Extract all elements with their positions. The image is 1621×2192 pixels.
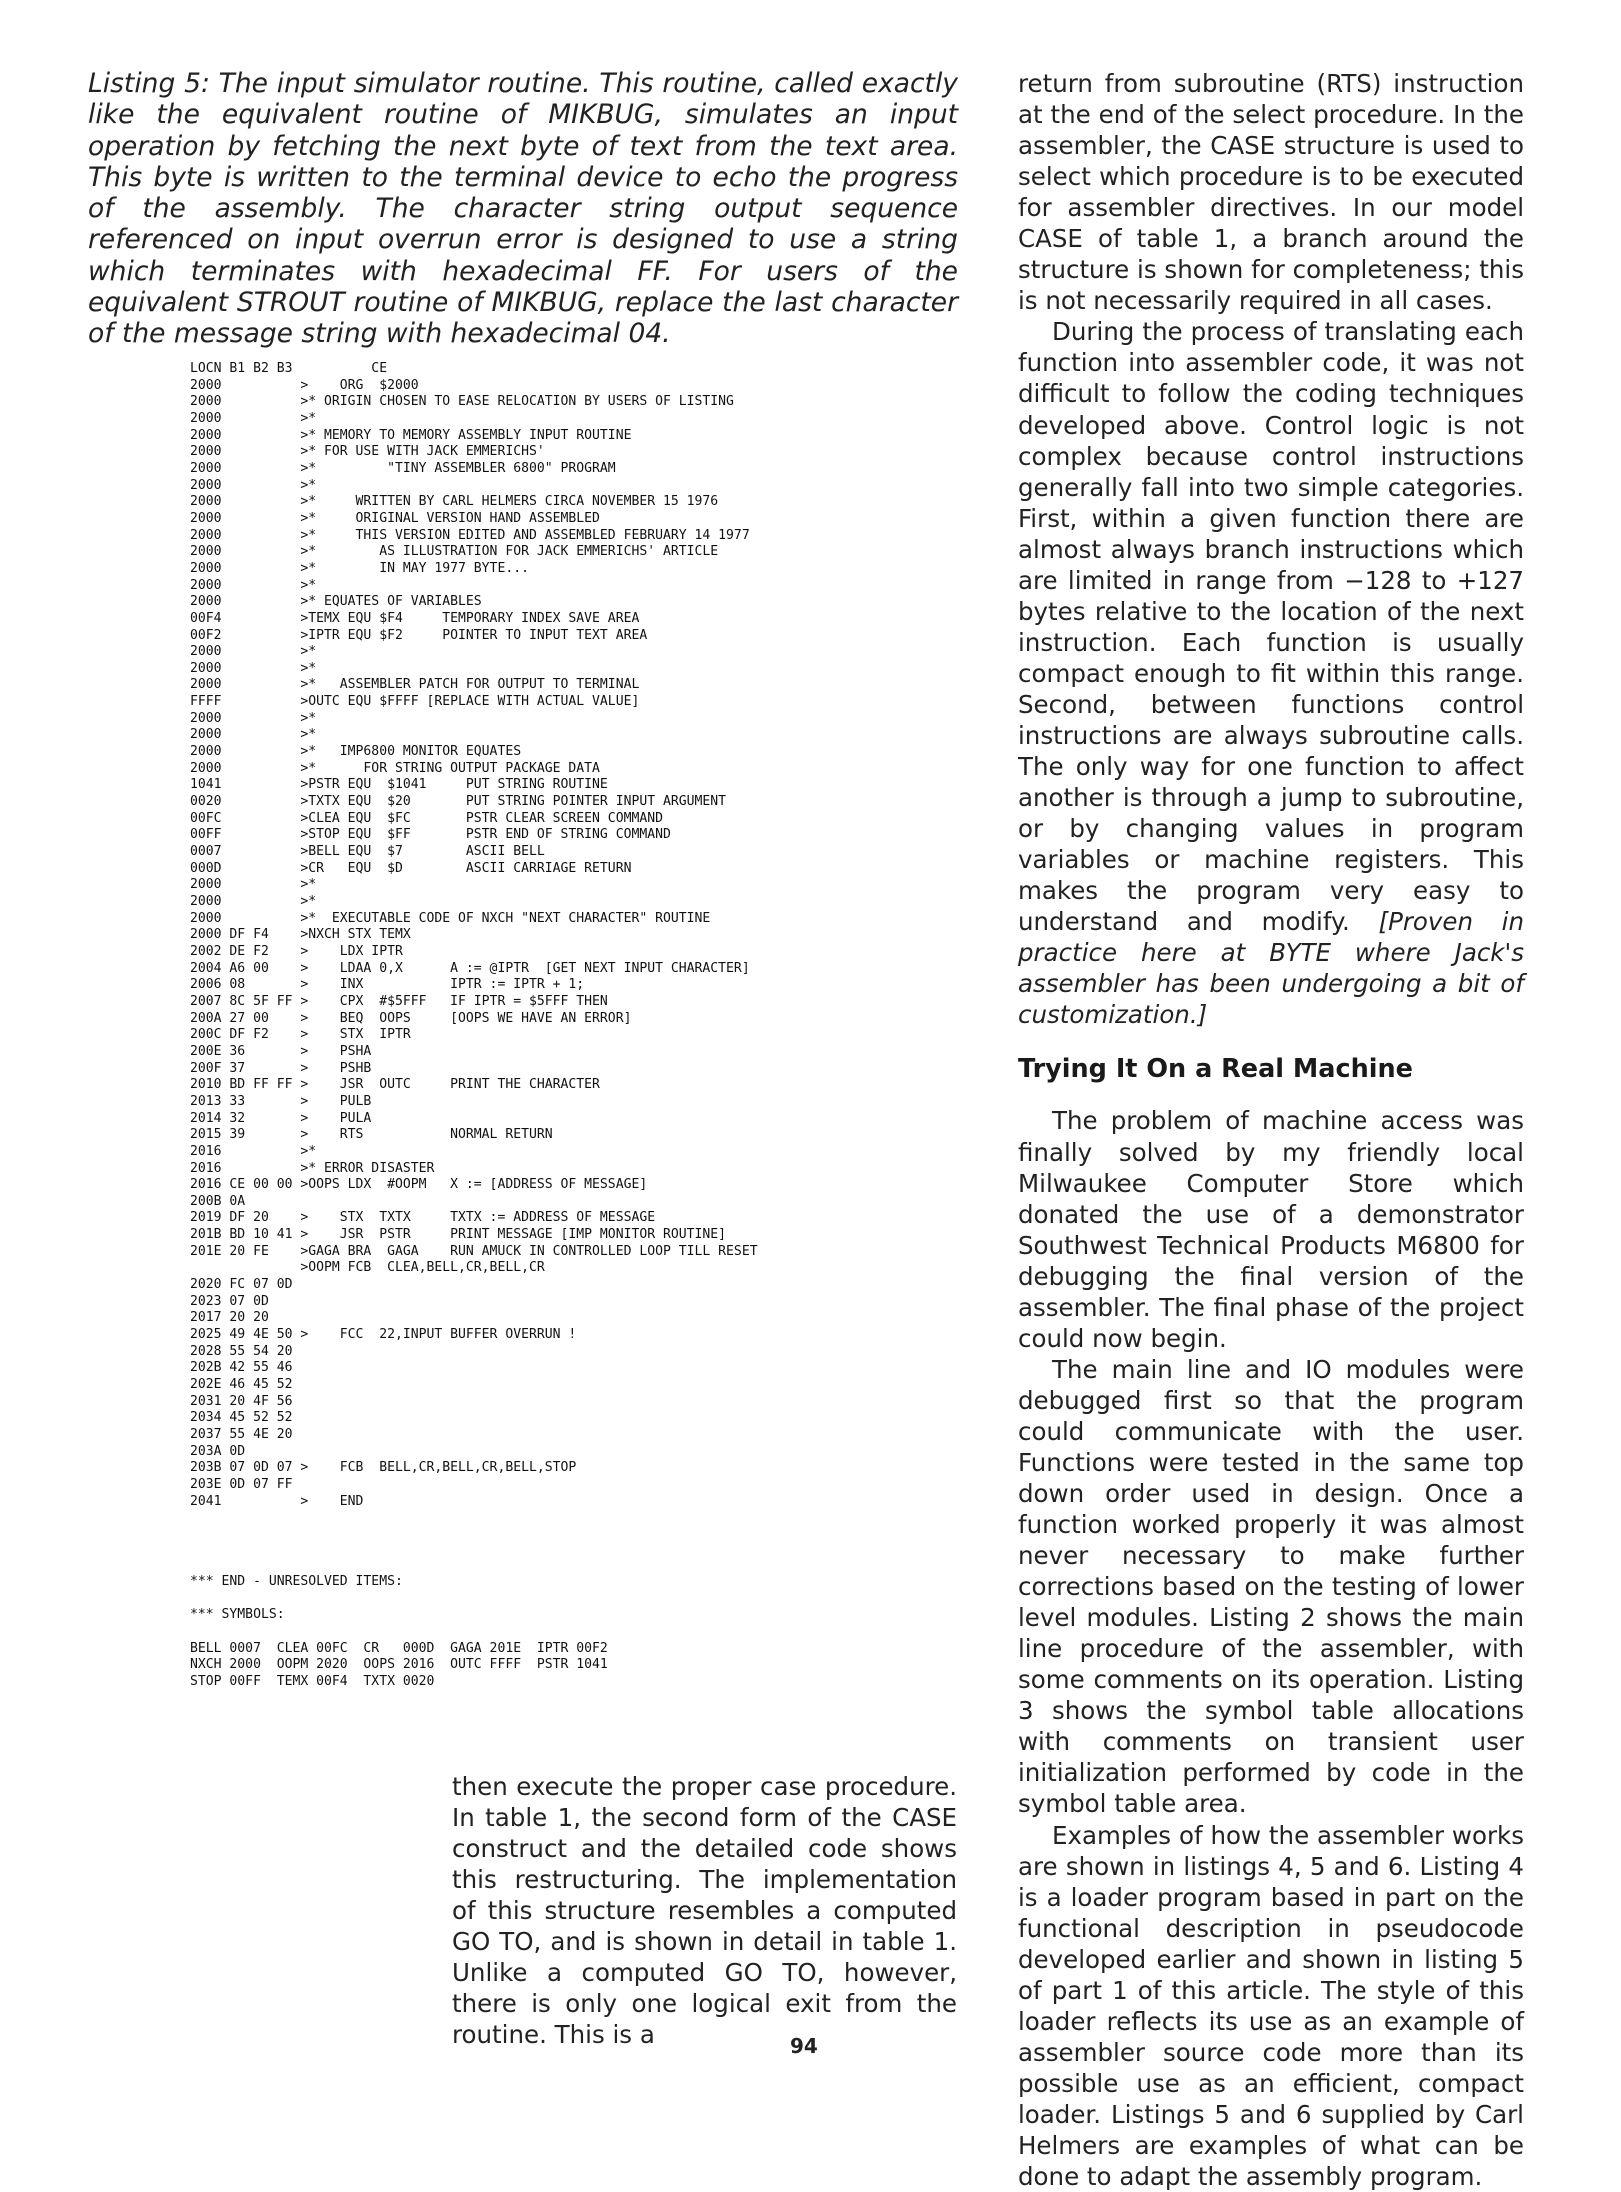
listing-line: 2000 >* FOR USE WITH JACK EMMERICHS': [190, 444, 545, 460]
listing-line: >OOPM FCB CLEA,BELL,CR,BELL,CR: [190, 1260, 545, 1276]
listing-caption: Listing 5: The input simulator routine. This routine, called exactly like the equivalent routine of MIKBUG, simulates an input operation by fetching the next byte of text from the text area. This byte is written to the terminal device to echo the progress of the assembly. The character string output sequence referenced on input overrun error is designed to use a string which terminates with hexadecimal FF. For users of the equivalent STROUT routine of MIKBUG, replace the last character of the message string with hexadecimal 04.: [88, 68, 958, 350]
listing-line: 2000 >* THIS VERSION EDITED AND ASSEMBLED FEBRUARY 14 1977: [190, 527, 750, 543]
listing-line: 2016 >* ERROR DISASTER: [190, 1160, 435, 1176]
page-number: 94: [790, 2034, 818, 2058]
listing-line: 200E 36 > PSHA: [190, 1043, 372, 1059]
listing-line: 2000 DF F4 >NXCH STX TEMX: [190, 927, 411, 943]
listing-line: 2000 >* ORIGIN CHOSEN TO EASE RELOCATION BY USERS OF LISTING: [190, 394, 734, 410]
listing-line: 2000 >* FOR STRING OUTPUT PACKAGE DATA: [190, 760, 600, 776]
listing-line: 000D >CR EQU $D ASCII CARRIAGE RETURN: [190, 860, 632, 876]
listing-line: 2000 > ORG $2000: [190, 377, 419, 393]
listing-line: 2000 >* EXECUTABLE CODE OF NXCH "NEXT CHARACTER" ROUTINE: [190, 910, 711, 926]
listing-line: 2000 >* ORIGINAL VERSION HAND ASSEMBLED: [190, 510, 600, 526]
listing-line: 202E 46 45 52: [190, 1377, 293, 1393]
listing-line: 2000 >*: [190, 410, 317, 426]
listing-line: 2000 >* MEMORY TO MEMORY ASSEMBLY INPUT ROUTINE: [190, 427, 632, 443]
body-paragraph: [1018, 316, 1524, 1030]
listing-line: 2025 49 4E 50 > FCC 22,INPUT BUFFER OVERRUN !: [190, 1327, 577, 1343]
editor-note: [Proven in practice here at BYTE where Jack's assembler has been undergoing a bit of customization.]: [1018, 907, 1525, 1030]
listing-line: 2023 07 0D: [190, 1293, 269, 1309]
listing-line: 2000 >*: [190, 877, 317, 893]
listing-line: 2017 20 20: [190, 1310, 269, 1326]
listing-line: FFFF >OUTC EQU $FFFF [REPLACE WITH ACTUAL VALUE]: [190, 694, 640, 710]
body-paragraph: return from subroutine (RTS) instruction at the end of the select procedure. In the assembler, the CASE structure is used to select which procedure is to be executed for assembler directives. In our model CASE of table 1, a branch around the structure is shown for completeness; this is not necessarily required in all cases.: [1018, 69, 1524, 316]
listing-line: 2006 08 > INX IPTR := IPTR + 1;: [190, 977, 585, 993]
left-column-continuation: [452, 1771, 957, 2050]
listing-line: 2000 >* WRITTEN BY CARL HELMERS CIRCA NOVEMBER 15 1976: [190, 494, 719, 510]
listing-line: 201E 20 FE >GAGA BRA GAGA RUN AMUCK IN CONTROLLED LOOP TILL RESET: [190, 1243, 758, 1259]
paragraph-text: During the process of translating each function into assembler code, it was not difficult to follow the coding techniques developed above. Control logic is not complex because control instructions generally fall into two simple categories. First, within a given function there are almost always branch instructions which are limited in range from −128 to +127 bytes relative to the location of the next instruction. Each function is usually compact enough to fit within this range. Second, between functions control instructions are always subroutine calls. The only way for one function to affect another is through a jump to subroutine, or by changing values in program variables or machine registers. This makes the program very easy to understand and modify.: [1018, 317, 1524, 937]
listing-line: 2016 >*: [190, 1143, 317, 1159]
body-paragraph: The main line and IO modules were debugged first so that the program could communicate with the user. Functions were tested in the same top down order used in design. Once a function worked properly it was almost never necessary to make further corrections based on the testing of lower level modules. Listing 2 shows the main line procedure of the assembler, with some comments on its operation. Listing 3 shows the symbol table allocations with comments on transient user initialization performed by code in the symbol table area.: [1018, 1354, 1524, 1819]
listing-line: 2000 >* IN MAY 1977 BYTE...: [190, 560, 529, 576]
body-paragraph: Examples of how the assembler works are shown in listings 4, 5 and 6. Listing 4 is a loader program based in part on the functional description in pseudocode developed earlier and shown in listing 5 of part 1 of this article. The style of this loader reflects its use as an example of assembler source code more than its possible use as an efficient, compact loader. Listings 5 and 6 supplied by Carl Helmers are examples of what can be done to adapt the assembly program.: [1018, 1820, 1524, 2192]
listing-line: LOCN B1 B2 B3 CE: [190, 361, 388, 376]
listing-line: 2007 8C 5F FF > CPX #$5FFF IF IPTR = $5FFF THEN: [190, 993, 608, 1009]
symbol-table: [190, 1574, 950, 1691]
body-paragraph: then execute the proper case procedure. In table 1, the second form of the CASE construct and the detailed code shows this restructuring. The implementation of this structure resembles a computed GO TO, and is shown in detail in table 1. Unlike a computed GO TO, however, there is only one logical exit from the routine. This is a: [452, 1772, 957, 2050]
listing-line: 2000 >*: [190, 577, 317, 593]
listing-line: 2019 DF 20 > STX TXTX TXTX := ADDRESS OF MESSAGE: [190, 1210, 656, 1226]
listing-line: 2000 >*: [190, 644, 317, 660]
listing-line: 2000 >* EQUATES OF VARIABLES: [190, 594, 482, 610]
listing-line: 200A 27 00 > BEQ OOPS [OOPS WE HAVE AN ERROR]: [190, 1010, 632, 1026]
listing-line: 2015 39 > RTS NORMAL RETURN: [190, 1127, 553, 1143]
listing-line: 2000 >*: [190, 710, 317, 726]
listing-line: 2041 > END: [190, 1493, 364, 1509]
listing-line: 2004 A6 00 > LDAA 0,X A := @IPTR [GET NEXT INPUT CHARACTER]: [190, 960, 750, 976]
symbol-line: STOP 00FF TEMX 00F4 TXTX 0020: [190, 1673, 435, 1689]
listing-line: 00FF >STOP EQU $FF PSTR END OF STRING COMMAND: [190, 827, 671, 843]
listing-line: 203B 07 0D 07 > FCB BELL,CR,BELL,CR,BELL,STOP: [190, 1460, 577, 1476]
listing-line: 200B 0A: [190, 1193, 246, 1209]
listing-line: 2013 33 > PULB: [190, 1093, 372, 1109]
listing-line: 2028 55 54 20: [190, 1343, 293, 1359]
listing-line: 00F4 >TEMX EQU $F4 TEMPORARY INDEX SAVE AREA: [190, 610, 640, 626]
listing-line: 2000 >* AS ILLUSTRATION FOR JACK EMMERICHS' ARTICLE: [190, 544, 719, 560]
listing-line: 201B BD 10 41 > JSR PSTR PRINT MESSAGE [IMP MONITOR ROUTINE]: [190, 1227, 727, 1243]
assembly-listing: [190, 361, 950, 1510]
listing-line: 0007 >BELL EQU $7 ASCII BELL: [190, 844, 545, 860]
symbol-line: *** SYMBOLS:: [190, 1607, 285, 1623]
listing-line: 200C DF F2 > STX IPTR: [190, 1027, 411, 1043]
listing-line: 2000 >*: [190, 727, 317, 743]
listing-line: 2000 >*: [190, 660, 317, 676]
listing-line: 200F 37 > PSHB: [190, 1060, 372, 1076]
listing-line: 2000 >* ASSEMBLER PATCH FOR OUTPUT TO TERMINAL: [190, 677, 640, 693]
listing-line: 2031 20 4F 56: [190, 1393, 293, 1409]
right-column: [1018, 68, 1524, 2192]
listing-line: 203A 0D: [190, 1443, 246, 1459]
listing-line: 2000 >*: [190, 894, 317, 909]
listing-line: 0020 >TXTX EQU $20 PUT STRING POINTER INPUT ARGUMENT: [190, 794, 727, 810]
section-heading: Trying It On a Real Machine: [1018, 1054, 1413, 1085]
listing-line: 2034 45 52 52: [190, 1410, 293, 1426]
listing-line: 2000 >* IMP6800 MONITOR EQUATES: [190, 744, 522, 760]
listing-line: 1041 >PSTR EQU $1041 PUT STRING ROUTINE: [190, 777, 608, 793]
listing-line: 2016 CE 00 00 >OOPS LDX #OOPM X := [ADDRESS OF MESSAGE]: [190, 1177, 648, 1193]
body-paragraph: The problem of machine access was finally solved by my friendly local Milwaukee Computer Store which donated the use of a demonstrator Southwest Technical Products M6800 for debugging the final version of the assembler. The final phase of the project could now begin.: [1018, 1106, 1524, 1353]
symbol-line: *** END - UNRESOLVED ITEMS:: [190, 1574, 403, 1589]
listing-line: 2037 55 4E 20: [190, 1427, 293, 1442]
listing-line: 2014 32 > PULA: [190, 1110, 372, 1126]
symbol-line: NXCH 2000 OOPM 2020 OOPS 2016 OUTC FFFF PSTR 1041: [190, 1657, 608, 1673]
symbol-line: BELL 0007 CLEA 00FC CR 000D GAGA 201E IPTR 00F2: [190, 1640, 608, 1656]
listing-line: 00FC >CLEA EQU $FC PSTR CLEAR SCREEN COMMAND: [190, 810, 663, 826]
listing-line: 2010 BD FF FF > JSR OUTC PRINT THE CHARACTER: [190, 1077, 600, 1093]
listing-line: 202B 42 55 46: [190, 1360, 293, 1376]
listing-line: 00F2 >IPTR EQU $F2 POINTER TO INPUT TEXT AREA: [190, 627, 648, 643]
listing-line: 2002 DE F2 > LDX IPTR: [190, 943, 403, 959]
listing-line: 203E 0D 07 FF: [190, 1476, 293, 1492]
listing-line: 2000 >* "TINY ASSEMBLER 6800" PROGRAM: [190, 460, 616, 476]
listing-line: 2020 FC 07 0D: [190, 1277, 293, 1293]
listing-line: 2000 >*: [190, 477, 317, 493]
